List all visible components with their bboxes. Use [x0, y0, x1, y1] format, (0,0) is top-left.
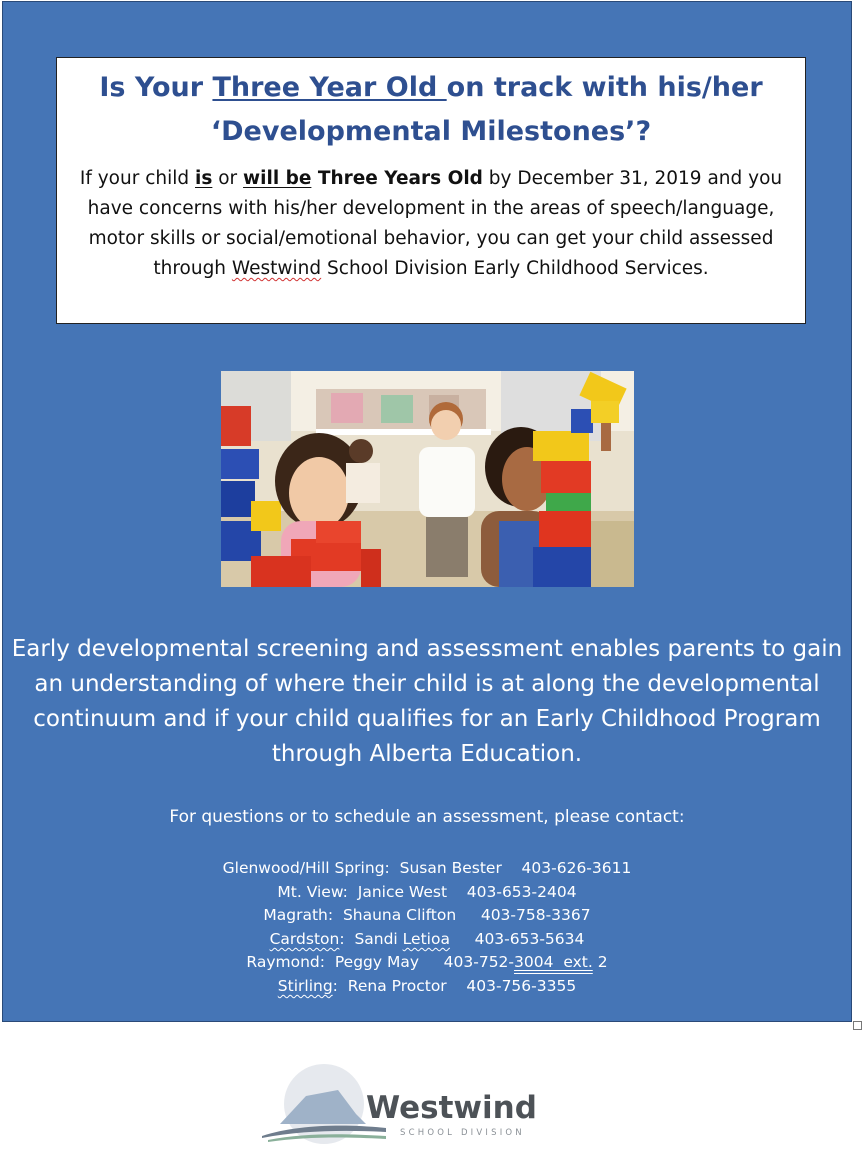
contact-location: Magrath: — [263, 906, 334, 925]
intro-part: or — [212, 168, 244, 189]
contact-name: Janice West — [357, 882, 448, 901]
children-photo — [221, 371, 634, 587]
contact-row — [3, 904, 851, 928]
contact-location: Glenwood/Hill Spring: — [222, 859, 390, 877]
contact-heading: For questions or to schedule an assessment, please contact: — [169, 807, 685, 827]
title-underlined: Three Year Old — [212, 72, 447, 103]
contact-name: Peggy May — [334, 953, 420, 972]
contact-row — [3, 881, 851, 905]
intro-westwind: Westwind — [231, 258, 322, 279]
contact-name: Rena Proctor — [347, 976, 447, 995]
contact-phone-ext: 3004 ext. — [514, 953, 593, 972]
intro-will-be: will be — [243, 168, 312, 189]
contact-phone: 403-758-3367 — [480, 906, 591, 925]
contact-phone: 403-653-5634 — [474, 929, 585, 948]
contact-row — [3, 857, 851, 881]
contact-row — [3, 951, 851, 975]
westwind-logo — [258, 1062, 548, 1146]
contact-location: Stirling — [277, 976, 333, 995]
logo-name: Westwind — [366, 1090, 537, 1126]
contact-row — [3, 928, 851, 952]
contact-phone: 403-756-3355 — [466, 976, 577, 995]
intro-text — [79, 164, 783, 284]
intro-part: If your child — [79, 168, 195, 189]
contact-location: Cardston — [269, 929, 340, 948]
contact-row — [3, 975, 851, 999]
flyer-panel — [2, 1, 852, 1022]
contact-phone: 403-626-3611 — [521, 859, 632, 877]
contact-name: Susan Bester — [399, 859, 502, 877]
intro-age: Three Years Old — [311, 168, 483, 189]
logo-subtitle: SCHOOL DIVISION — [400, 1128, 525, 1138]
intro-part: by December 31, 2019 and you have concerns with his/her development in the areas of speech/language, motor skills or social/emotional behavior, you can get your child assessed through — [87, 168, 783, 279]
contact-location: Raymond: — [246, 953, 325, 972]
contact-phone-suffix: 2 — [592, 953, 608, 972]
body-paragraph: Early developmental screening and assessment enables parents to gain an understanding of where their child is at along the developmental continuum and if your child qualifies for an Early Childhood Program through Alberta Education. — [11, 636, 843, 767]
title-line2: ‘Developmental Milestones’? — [210, 116, 652, 147]
contact-name: Shauna Clifton — [342, 906, 457, 925]
contact-name-last: Letioa — [402, 929, 450, 948]
contact-phone: 403-752- — [443, 953, 515, 972]
resize-handle[interactable] — [853, 1021, 862, 1030]
page-title — [57, 58, 805, 154]
contact-location: Mt. View: — [277, 882, 348, 901]
intro-part: School Division Early Childhood Services. — [321, 258, 709, 279]
contact-list — [3, 857, 851, 999]
children-blocks-image — [221, 371, 634, 587]
contact-location-colon: : — [339, 929, 345, 948]
title-prefix: Is Your — [99, 72, 213, 103]
contact-name: Sandi — [354, 929, 403, 948]
headline-box — [56, 57, 806, 324]
contact-phone: 403-653-2404 — [466, 882, 577, 901]
title-suffix: on track with his/her — [446, 72, 763, 103]
contact-location-colon: : — [332, 976, 338, 995]
intro-is: is — [195, 168, 213, 189]
